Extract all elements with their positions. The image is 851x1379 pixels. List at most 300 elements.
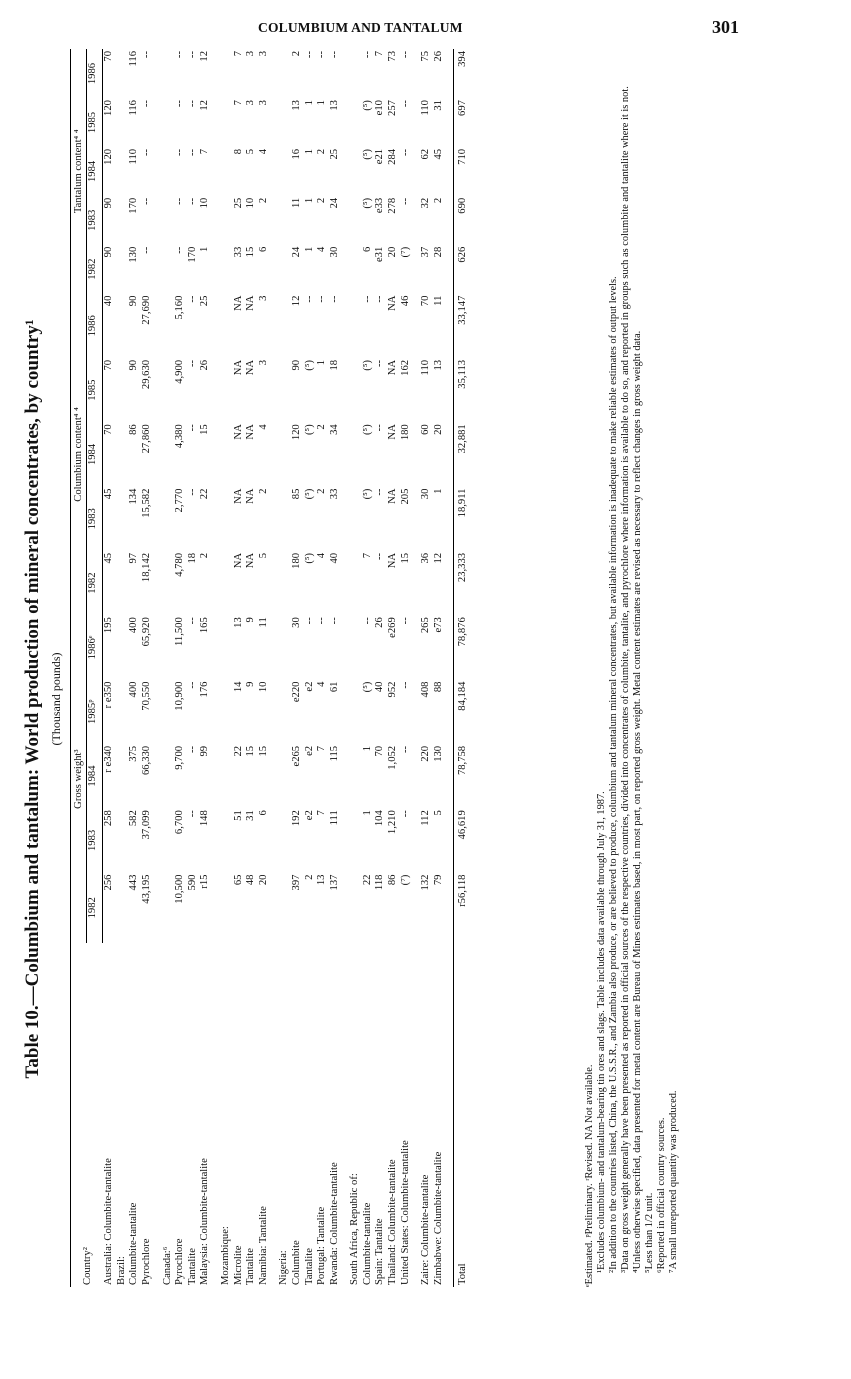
value-cell: 1,052 — [387, 745, 399, 770]
value-cell: 7 — [316, 810, 328, 816]
table-row — [162, 49, 175, 1287]
value-cell — [278, 487, 291, 551]
value-cell: 6 — [257, 246, 269, 253]
value-cell: -- — [303, 51, 315, 59]
value-cell: 132 — [420, 874, 432, 891]
value-cell: 4 — [316, 681, 328, 687]
table-row — [116, 49, 129, 1287]
value-cell — [162, 245, 175, 294]
table-row — [420, 49, 433, 1287]
value-cell: 5 — [245, 148, 257, 155]
year-header: 1985 — [86, 98, 103, 147]
value-cell: 1 — [303, 246, 315, 253]
value-cell: 130 — [128, 246, 140, 263]
value-cell: r e340 — [103, 745, 115, 773]
value-cell: -- — [186, 100, 198, 108]
group-header-gross-weight: Gross weight³ — [71, 615, 87, 943]
row-spacer — [412, 49, 420, 1287]
value-cell: 2 — [316, 488, 328, 494]
country-cell: Pyrochlore — [174, 1238, 186, 1285]
value-cell: 85 — [290, 488, 302, 500]
value-cell: 4 — [316, 246, 328, 253]
table-row — [278, 49, 291, 1287]
value-cell: 25 — [232, 197, 244, 209]
value-cell: -- — [361, 295, 373, 303]
value-cell: 20 — [257, 874, 269, 886]
value-cell: 590 — [186, 874, 198, 891]
value-cell: 5 — [432, 810, 444, 816]
value-cell: 5 — [257, 552, 269, 559]
value-cell: NA — [245, 359, 257, 376]
value-cell: r e350 — [103, 681, 115, 709]
value-cell — [116, 98, 129, 147]
value-cell — [162, 808, 175, 872]
value-cell: 394 — [454, 49, 470, 98]
table-row — [329, 49, 342, 1287]
value-cell: (⁵) — [361, 681, 373, 693]
row-spacer — [212, 49, 220, 1287]
value-cell — [349, 196, 362, 245]
value-cell: 34 — [328, 424, 340, 435]
value-cell: 2 — [199, 552, 211, 559]
value-cell: 15,582 — [140, 488, 152, 518]
value-cell — [349, 615, 362, 679]
value-cell: 79 — [432, 874, 444, 886]
value-cell: 99 — [199, 745, 211, 757]
value-cell: (⁵) — [361, 424, 373, 436]
value-cell: 97 — [128, 552, 140, 564]
value-cell: 20 — [432, 424, 444, 435]
value-cell: 26 — [374, 617, 386, 628]
value-cell: 116 — [128, 100, 140, 116]
value-cell: 26 — [432, 51, 444, 62]
value-cell: 7 — [232, 100, 244, 106]
value-cell: 45 — [103, 488, 115, 500]
value-cell: 205 — [399, 488, 411, 505]
table-row — [199, 49, 212, 1287]
value-cell: NA — [245, 424, 257, 440]
table-row — [220, 49, 233, 1287]
value-cell — [162, 680, 175, 744]
table-row — [187, 49, 200, 1287]
value-cell: -- — [174, 100, 186, 108]
value-cell — [116, 680, 129, 744]
value-cell: 408 — [420, 681, 432, 698]
year-header: 1984 — [86, 422, 103, 486]
table-row — [362, 49, 375, 1287]
table-row — [103, 49, 116, 1287]
value-cell: -- — [186, 617, 198, 625]
value-cell: 110 — [420, 359, 432, 376]
value-cell: NA — [387, 488, 399, 504]
value-cell: 61 — [328, 681, 340, 693]
footnotes — [584, 57, 680, 1287]
value-cell: 1 — [303, 197, 315, 204]
value-cell — [116, 147, 129, 196]
value-cell: 170 — [128, 197, 140, 214]
value-cell: 23,333 — [454, 551, 470, 615]
value-cell: (⁵) — [303, 424, 315, 436]
value-cell: -- — [361, 51, 373, 59]
value-cell: 70 — [103, 359, 115, 371]
value-cell: 690 — [454, 196, 470, 245]
value-cell: 8 — [232, 148, 244, 155]
value-cell: 48 — [245, 874, 257, 886]
value-cell: 24 — [290, 246, 302, 258]
value-cell: 20 — [387, 246, 399, 258]
value-cell: 90 — [290, 359, 302, 371]
value-cell: 18 — [186, 552, 198, 564]
value-cell: 192 — [290, 810, 302, 827]
value-cell — [116, 615, 129, 679]
value-cell: 952 — [387, 681, 399, 698]
rotated-table-block — [22, 49, 679, 1349]
value-cell: 15 — [245, 745, 257, 757]
value-cell — [349, 422, 362, 486]
value-cell: 35,113 — [454, 358, 470, 422]
table-row — [141, 49, 154, 1287]
year-header: 1986 — [86, 49, 103, 98]
value-cell — [220, 680, 233, 744]
value-cell — [116, 873, 129, 943]
value-cell: 70 — [420, 295, 432, 307]
value-cell: -- — [328, 295, 340, 303]
value-cell: 3 — [245, 100, 257, 106]
value-cell: (⁵) — [303, 488, 315, 500]
value-cell: 36 — [420, 552, 432, 564]
value-cell: -- — [316, 617, 328, 625]
value-cell: 148 — [199, 810, 211, 827]
value-cell: 90 — [128, 359, 140, 371]
value-cell: 1 — [316, 100, 328, 106]
group-header-columbium-content: Columbium content⁴ ⁴ — [71, 294, 87, 616]
value-cell: 65,920 — [140, 617, 152, 647]
country-cell: United States: Columbite-tantalite — [399, 1140, 411, 1285]
value-cell: 115 — [328, 745, 340, 762]
value-cell: 4,780 — [174, 552, 186, 577]
value-cell: 13 — [316, 874, 328, 886]
footnote: ⁵Less than 1/2 unit. — [644, 1192, 655, 1273]
value-cell — [349, 294, 362, 358]
year-header: 1983 — [86, 487, 103, 551]
value-cell: 116 — [128, 51, 140, 67]
value-cell: 118 — [374, 874, 386, 891]
value-cell: NA — [232, 424, 244, 440]
value-cell: 30 — [420, 488, 432, 500]
value-cell: 46,619 — [454, 808, 470, 872]
value-cell: 45 — [432, 148, 444, 160]
value-cell: 15 — [399, 552, 411, 564]
value-cell: r15 — [199, 874, 211, 889]
value-cell — [349, 680, 362, 744]
value-cell — [162, 744, 175, 808]
value-cell — [162, 98, 175, 147]
value-cell: 10,500 — [174, 874, 186, 904]
value-cell: 2 — [316, 197, 328, 204]
value-cell: 120 — [290, 424, 302, 441]
value-cell: 278 — [387, 197, 399, 214]
value-cell — [349, 98, 362, 147]
value-cell: 27,690 — [140, 295, 152, 325]
group-header-tantalum-content: Tantalum content⁴ ⁴ — [71, 49, 87, 294]
value-cell: 13 — [328, 100, 340, 111]
value-cell: e220 — [290, 681, 302, 703]
value-cell — [278, 615, 291, 679]
value-cell: 73 — [387, 51, 399, 62]
value-cell — [220, 744, 233, 808]
value-cell: 5,160 — [174, 295, 186, 320]
year-header: 1982 — [86, 551, 103, 615]
value-cell: -- — [303, 295, 315, 303]
value-cell — [162, 551, 175, 615]
value-cell: 32 — [420, 197, 432, 209]
value-cell: 3 — [257, 359, 269, 366]
value-cell — [278, 744, 291, 808]
value-cell: 2 — [257, 197, 269, 204]
country-cell: Columbite — [290, 1240, 302, 1285]
value-cell: 33 — [232, 246, 244, 258]
value-cell: 2,770 — [174, 488, 186, 513]
value-cell: NA — [387, 359, 399, 376]
value-cell — [162, 147, 175, 196]
value-cell: 400 — [128, 617, 140, 634]
value-cell: 84,184 — [454, 680, 470, 744]
value-cell: e2 — [303, 745, 315, 756]
row-spacer — [341, 49, 349, 1287]
value-cell: 165 — [199, 617, 211, 634]
value-cell: 10 — [199, 197, 211, 209]
value-cell: 265 — [420, 617, 432, 634]
value-cell — [349, 245, 362, 294]
value-cell: 6 — [257, 810, 269, 816]
value-cell: 66,330 — [140, 745, 152, 776]
value-cell — [278, 49, 291, 98]
country-cell: Spain: Tantalite — [374, 1218, 386, 1285]
value-cell: 15 — [199, 424, 211, 435]
table-row — [316, 49, 329, 1287]
value-cell: 220 — [420, 745, 432, 762]
value-cell — [349, 358, 362, 422]
value-cell: 78,758 — [454, 744, 470, 808]
value-cell — [349, 487, 362, 551]
value-cell: -- — [328, 51, 340, 59]
table-row — [374, 49, 387, 1287]
value-cell: 40 — [103, 295, 115, 307]
value-cell — [162, 358, 175, 422]
value-cell — [116, 294, 129, 358]
value-cell: NA — [245, 295, 257, 311]
footnote: ²In addition to the countries listed, China, the U.S.S.R., and Zambia also produce, or are believed to produce, columbium and tantalum mineral concentrates, but available information is inadequate to make reliable estimates of output levels. — [608, 276, 619, 1273]
year-header: 1982 — [86, 873, 103, 943]
value-cell: NA — [245, 552, 257, 569]
value-cell: 6 — [361, 246, 373, 253]
year-header: 1984 — [86, 744, 103, 808]
value-cell — [116, 487, 129, 551]
value-cell: 4,380 — [174, 424, 186, 449]
value-cell: 31 — [432, 100, 444, 111]
value-cell: 22 — [199, 488, 211, 500]
value-cell: 18 — [328, 359, 340, 371]
year-header: 1985ᵖ — [86, 680, 103, 744]
value-cell: 90 — [103, 246, 115, 258]
value-cell: 104 — [374, 810, 386, 827]
value-cell: 12 — [432, 552, 444, 564]
value-cell: -- — [174, 246, 186, 254]
value-cell: -- — [174, 148, 186, 156]
value-cell: 18,142 — [140, 552, 152, 583]
value-cell: (⁵) — [361, 100, 373, 111]
value-cell: -- — [174, 51, 186, 59]
value-cell — [220, 615, 233, 679]
value-cell: 710 — [454, 147, 470, 196]
year-header: 1982 — [86, 245, 103, 294]
value-cell: (⁵) — [361, 148, 373, 160]
value-cell: 256 — [103, 874, 115, 891]
value-cell — [220, 49, 233, 98]
value-cell: NA — [232, 295, 244, 311]
value-cell: 11 — [290, 197, 302, 209]
year-header: 1986 — [86, 294, 103, 358]
value-cell: e73 — [432, 617, 444, 633]
value-cell — [220, 98, 233, 147]
table-row — [174, 49, 187, 1287]
value-cell: -- — [303, 617, 315, 625]
value-cell: 375 — [128, 745, 140, 762]
value-cell: 7 — [374, 51, 386, 57]
value-cell: 3 — [257, 100, 269, 106]
value-cell: 33 — [328, 488, 340, 500]
footnote: ⁶Reported in official country sources. — [656, 1117, 667, 1273]
country-cell: Brazil: — [115, 1256, 127, 1285]
value-cell: 3 — [245, 51, 257, 57]
value-cell: -- — [374, 488, 386, 496]
value-cell: 195 — [103, 617, 115, 634]
value-cell: (⁷) — [399, 874, 411, 886]
value-cell: e269 — [387, 617, 399, 638]
value-cell — [220, 487, 233, 551]
value-cell: -- — [361, 617, 373, 625]
country-cell: Thailand: Columbite-tantalite — [387, 1159, 399, 1285]
value-cell: -- — [399, 745, 411, 753]
value-cell: 75 — [420, 51, 432, 62]
value-cell: -- — [140, 51, 152, 59]
country-column-header: Country² — [71, 943, 103, 1287]
value-cell: 88 — [432, 681, 444, 693]
value-cell: 170 — [186, 246, 198, 263]
country-cell: Rwanda: Columbite-tantalite — [328, 1162, 340, 1285]
value-cell: 7 — [199, 148, 211, 155]
value-cell — [220, 873, 233, 943]
table-row — [258, 49, 271, 1287]
value-cell: (⁵) — [361, 488, 373, 500]
value-cell: 112 — [420, 810, 432, 826]
value-cell: -- — [140, 148, 152, 156]
value-cell: -- — [399, 148, 411, 156]
value-cell: 180 — [290, 552, 302, 569]
value-cell: 90 — [103, 197, 115, 209]
value-cell: 86 — [128, 424, 140, 435]
value-cell: (⁵) — [361, 359, 373, 371]
value-cell: r56,118 — [454, 873, 470, 943]
value-cell — [220, 196, 233, 245]
value-cell: 2 — [303, 874, 315, 880]
value-cell — [278, 551, 291, 615]
value-cell: 10 — [245, 197, 257, 209]
row-spacer — [154, 49, 162, 1287]
value-cell: -- — [399, 617, 411, 625]
country-cell: South Africa, Republic of: — [349, 1173, 361, 1285]
value-cell: 12 — [199, 51, 211, 62]
table-row — [245, 49, 258, 1287]
value-cell: 15 — [257, 745, 269, 757]
value-cell: 7 — [316, 745, 328, 752]
value-cell — [278, 196, 291, 245]
running-head: COLUMBIUM AND TANTALUM — [258, 20, 463, 35]
value-cell — [278, 358, 291, 422]
value-cell: 29,630 — [140, 359, 152, 390]
value-cell — [162, 49, 175, 98]
value-cell: -- — [186, 359, 198, 367]
value-cell: e2 — [303, 810, 315, 821]
value-cell: -- — [399, 681, 411, 689]
country-cell: Malaysia: Columbite-tantalite — [199, 1158, 211, 1285]
value-cell: 120 — [103, 100, 115, 116]
value-cell — [278, 808, 291, 872]
value-cell: 180 — [399, 424, 411, 441]
value-cell: 30 — [290, 617, 302, 628]
footnote: ᵉEstimated. ᵖPreliminary. ʳRevised. NA Not available. — [584, 1064, 595, 1287]
value-cell: 37,099 — [140, 810, 152, 840]
country-cell: Nigeria: — [278, 1250, 290, 1285]
value-cell: 1 — [303, 100, 315, 106]
country-cell: Portugal: Tantalite — [316, 1206, 328, 1285]
value-cell: 626 — [454, 245, 470, 294]
value-cell: 2 — [432, 197, 444, 204]
value-cell: -- — [174, 197, 186, 205]
value-cell: -- — [316, 51, 328, 59]
value-cell — [349, 147, 362, 196]
value-cell: NA — [232, 488, 244, 504]
value-cell — [116, 358, 129, 422]
value-cell: 70 — [103, 51, 115, 62]
country-cell: Pyrochlore — [140, 1238, 152, 1285]
value-cell — [116, 744, 129, 808]
value-cell — [116, 422, 129, 486]
country-cell: Canada:⁶ — [161, 1246, 173, 1285]
value-cell — [220, 422, 233, 486]
value-cell: 15 — [245, 246, 257, 258]
value-cell: 46 — [399, 295, 411, 307]
table-row — [387, 49, 400, 1287]
value-cell: 176 — [199, 681, 211, 698]
value-cell: 24 — [328, 197, 340, 209]
value-cell: -- — [186, 148, 198, 156]
footnote: ³Data on gross weight generally have been presented as reported in official sources of the respective countries, divided into concentrates of columbite, tantalite, and pyrochlore where information is available to do so, and reported in groups such as columbite and tantalite where it is not. — [620, 86, 631, 1273]
value-cell: 4,900 — [174, 359, 186, 384]
value-cell: 111 — [328, 810, 340, 826]
value-cell: 70 — [374, 745, 386, 757]
value-cell — [220, 358, 233, 422]
total-row — [454, 49, 470, 1287]
value-cell — [278, 294, 291, 358]
value-cell: 697 — [454, 98, 470, 147]
value-cell: 1 — [316, 359, 328, 366]
value-cell: -- — [186, 745, 198, 753]
table-row — [233, 49, 246, 1287]
value-cell: (⁵) — [303, 552, 315, 564]
value-cell: e33 — [374, 197, 386, 214]
value-cell: 13 — [432, 359, 444, 371]
